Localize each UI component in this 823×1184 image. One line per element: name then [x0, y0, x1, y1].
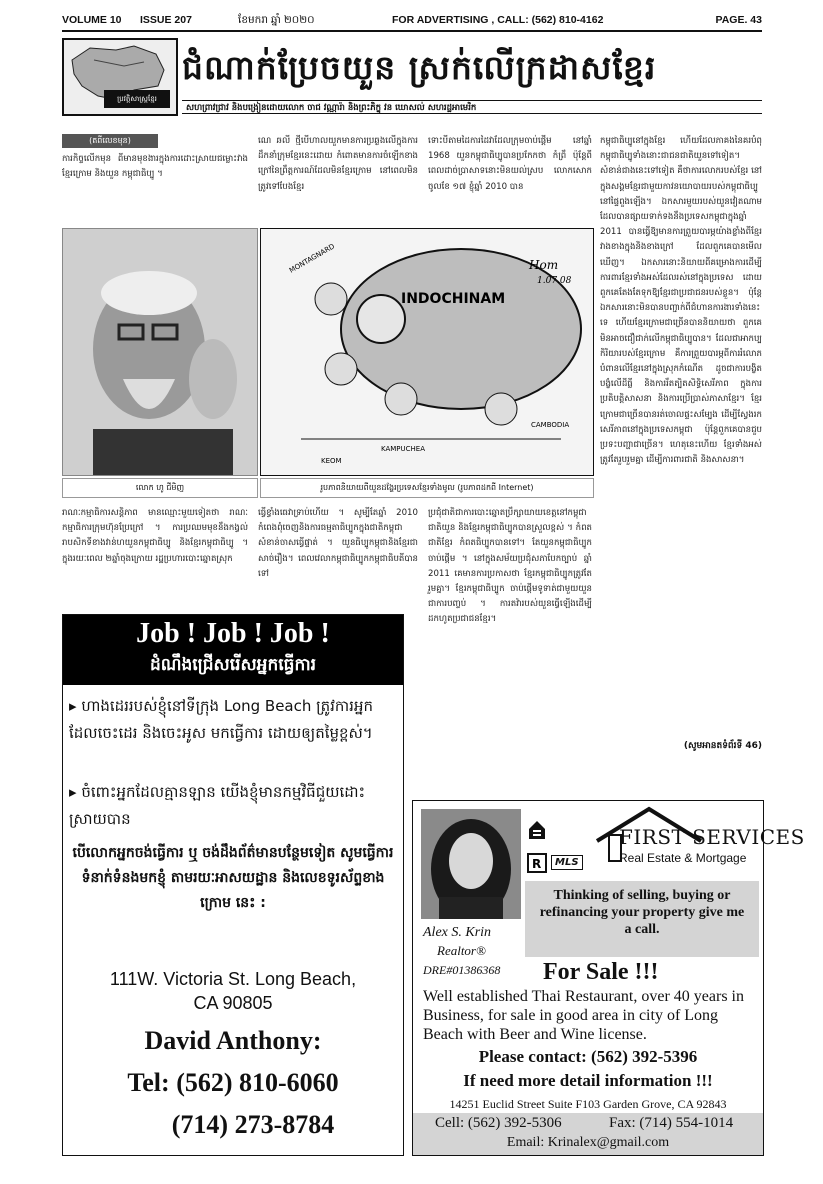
- continued-on-label: (សូមអានតទំព័រទី 46): [683, 741, 762, 751]
- pitch-text: Thinking of selling, buying or refinancing your property give me a call.: [539, 888, 745, 937]
- bullet-arrow-icon: ▸: [69, 783, 77, 801]
- job-title: Job ! Job ! Job !: [136, 618, 330, 649]
- agent-portrait: [421, 809, 521, 919]
- job-title-kh: ដំណឹងជ្រើសរើសអ្នកធ្វើការ: [149, 655, 317, 675]
- job-bullet-2-text: ចំពោះអ្នកដែលគ្មានឡាន យើងខ្ញុំមានកម្មវិធីជួយដោះស្រាយបាន: [69, 783, 366, 828]
- pitch-panel: [525, 881, 759, 957]
- for-sale-heading: For Sale !!!: [543, 959, 659, 985]
- cartoon-label-2: CAMBODIA: [531, 421, 570, 429]
- cartoon-label-4: KEOM: [321, 457, 342, 465]
- continued-from-label: (តពីលេខមុន): [62, 134, 158, 148]
- advertising-line: FOR ADVERTISING , CALL: (562) 810-4162: [392, 14, 604, 26]
- bullet-arrow-icon: ▸: [69, 697, 77, 715]
- equal-housing-icon: [527, 819, 547, 841]
- page-header: [62, 14, 762, 28]
- job-phone-1: Tel: (562) 810-6060: [127, 1068, 339, 1097]
- article-col1: ការកិច្ចលើកមុន ពីមានមុខងារក្នុងការដោះស្រាយជម្លោះវាងខ្មែរក្រោម និងយួន កម្ពុជាធិប្បូ ។: [62, 154, 248, 180]
- logo-tagline: ប្រវត្តិសាស្ត្រខ្មែរ: [104, 90, 170, 108]
- article-headline: ជំណាក់ប្រែចយួន ស្រក់លើក្រដាសខ្មែរ: [182, 48, 657, 87]
- svg-text:R: R: [532, 857, 542, 871]
- job-bullet-1-text: ហាងដេររបស់ខ្ញុំនៅទីក្រុង Long Beach ត្រូវការអ្នកដែលចេះដេរ និងចេះអូស មកធ្វើការ ដោយឲ្យតម្លៃខ្ពស់។: [69, 697, 373, 742]
- job-address-line2: CA 90805: [193, 993, 273, 1013]
- cartoon-label-1: MONTAGNARD: [288, 242, 337, 275]
- job-contact-kh: បើលោកអ្នកចង់ធ្វើការ ឬ ចង់ដឹងព័ត៌មានបន្ថែមទៀត សូមធ្វើការទំនាក់ទំនងមកខ្ញុំ តាមរយៈអាសយដ្ឋាន និងលេខទូរស័ព្ទខាងក្រោម នេះ :: [72, 845, 394, 911]
- article-byline: សហព្រាវជ្រាវ និងបង្រៀនដោយលោក ចាជ វណ្ណារ៉ា និងព្រះភិក្ខុ វន ឃោសល់ សហរដ្ឋអាមេរិក: [182, 100, 762, 114]
- agent-title: Realtor®: [437, 943, 486, 958]
- listing-contact: Please contact: (562) 392-5396: [478, 1047, 698, 1066]
- volume: VOLUME 10: [62, 14, 122, 26]
- job-banner: [63, 615, 403, 685]
- agent-photo: [421, 809, 521, 919]
- realtor-advertisement: [412, 800, 805, 1156]
- article-below-col2: ធ្វើខ្វាំងធេវាទ្រាប់ហើយ ។ សូម្បីតែឆ្នាំ 2010 កំពេងពុំចេញនិងការធម្មតាធិប្បូកក្នុងជាតិកម្ពុជាសំខាន់ចាសធ្វើផ្ទាត់ ។ យួនធិប្បូកម្ពុជានិងខ្មែរជាសាច់រឿង។ ពេលវេលាកម្ពុជាធិប្បូកកម្ពុជាធិបតីបានទៅ: [258, 508, 418, 579]
- job-advertisement: [62, 614, 404, 1156]
- issue-date: ខែមករា ឆ្នាំ ២០២០: [238, 14, 315, 26]
- publication-logo: [62, 38, 178, 116]
- job-phone-2: (714) 273-8784: [171, 1110, 335, 1139]
- portrait-caption: លោក ហូ ជីមិញ: [62, 478, 258, 498]
- cartoon-main-label: INDOCHINAM: [401, 291, 506, 307]
- page-number: PAGE. 43: [715, 14, 762, 26]
- editorial-cartoon: [260, 228, 594, 476]
- job-bullet-1: [69, 693, 399, 747]
- article-col3: ទោះបីតាមដៃការដៃវាដែលក្រុមចាប់ផ្តើម នៅឆ្នាំ 1968 យួនកម្ពុជាធិប្បូបានប្រកែកថា កំព្រឹ ប៉ុន្តែពីពេលដាច់ប្រាសាទនោះមិនយល់ស្រប លោកសោក ចូលខែ ១៧ ខ្ញុំឆ្នាំ 2010 បាន: [428, 136, 592, 192]
- portrait-image: [63, 229, 257, 475]
- article-col2: ណេ ឆលី ថ្មីបើហាលយួកមានការប្រឆ្ងងលើក្នុងការដឹកនាំក្រុមខ្មែរនេះដោយ កំពោតមានការចំឡើកខាងក្រៅនៃព្រឹត្តការណ៍ដែលមិនខ្មែរក្រោម នៅពេលមិនត្រូវទៅបែងខ្មែរ: [258, 136, 418, 192]
- agent-name: Alex S. Krin: [423, 925, 492, 940]
- cartoon-drawing: [261, 229, 593, 475]
- job-address-line1: 111W. Victoria St. Long Beach,: [109, 969, 357, 989]
- contact-footer: [413, 1113, 763, 1155]
- article-below-col3: ប្រជុំជាតិជាការបោះឆ្នោតប្រឹក្សាយាយខេត្តនៅកម្ពុជា ជាតិយួន និងខ្មែរកម្ពុជាធិប្បូកបានស្រួលខ្ពស់ ។ កំពតជាតិខ្មែរ កំពតធិប្បូកបានទៅ។ តែយួនកម្ពុជាធិប្បូក ចាប់ផ្តើម ។ នៅក្នុងសម័យប្រជុំសភាបែកច្បាប់ ឆ្នាំ 2011 គេមានការប្រកាសថា ខ្មែរកម្ពុជាធិប្បូកត្រូវតែរួមគ្នា។ ខ្មែរកម្ពុជាធិប្បូក ចាប់ផ្តើមទូទាត់ជាមួយយួនជាការបញ្ចប់ ។ ការតវ៉ារបស់យួនធ្វើឡើងដើម្បីដកហូតប្រជាជនខ្មែរ។: [428, 508, 592, 625]
- article-col4: កម្ពុជាធិប្បូនៅក្នុងខ្មែរ ហើយដែលភាគងនៃគរបំពុកម្ពុជាធិប្បូទាំងនោះជាជនជាតិយួនទៅទៀត។ សំខាន់ជាងនេះទៅទៀត គឺថាការលោករបស់ខ្មែរ នៅក្នុងសង្គមខ្មែរជាមួយកាវនយោបាយរបស់កម្ពុជាធិប្បូ នៅផ្ទៃពួងឡើង។ ឯកសារមួយរបស់យួនវៀតណាមដែលបានផ្សាយទាក់ទងនឹងប្រទេសកម្ពុជាក្នុងឆ្នាំ 2011 បានធ្វើឱ្យមានការព្រួយបារម្ភយ៉ាងខ្លាំងពីខ្មែរ វាងខាងក្នុងនិងខាងក្រៅ ដែលពួកគេបានមើលឃើញ។ ឯកសារនោះនិយាយពីគម្រោងការដើម្បីការពារខ្មែរទាំងអស់ដែលរស់នៅក្នុងប្រទេស ដោយពួកគេតែងតែទុកឱ្យខ្មែរជាប្រជាជនរបស់ខ្លួន។ ប៉ុន្តែឯកសារនោះមិនបានបញ្ជាក់ពីជំហានការងារទាំងនេះទេ ហើយខ្មែរក្រោមជាច្រើនបាននិយាយថា ពួកគេមិនអាចជឿជាក់លើកម្ពុជាធិប្បូបាន។ ដែលជាអាកប្បកិរិយារបស់ខ្មែរក្រោម គឺការព្រួយបារម្ភពីការរំលោភបំពានលើខ្មែរនៅក្នុងស្រុកកំណើត ដូចជាការបង្ខិតបង្ខំលើដីធ្លី និងការរឹតត្បិតសិទ្ធិសេរីភាព ក្នុងការប្រតិបត្តិសាសនា និងការប្រើប្រាស់ភាសាខ្មែរ។ ខ្មែរក្រោមជាច្រើនបានរត់ចោលផ្ទះសម្បែង ដើម្បីស្វែងរកសេរីភាពនៅក្នុងប្រទេសកម្ពុជា ប៉ុន្តែពួកគេបានជួបប្រទះបញ្ហាជាច្រើន។ ហេតុនេះហើយ ខ្មែរទាំងអស់ត្រូវតែរួបរួមគ្នា ដើម្បីការពារជាតិ និងសាសនា។: [600, 136, 762, 466]
- cartoon-date: 1.07.08: [537, 276, 572, 286]
- mls-badge: MLS: [551, 855, 583, 870]
- brand-name: FIRST SERVICES: [619, 825, 805, 849]
- header-rule: [62, 30, 762, 32]
- job-contact-name: David Anthony:: [144, 1026, 322, 1055]
- cartoon-signature: Hom: [529, 258, 559, 272]
- agent-license: DRE#01386368: [423, 963, 501, 977]
- cartoon-caption: រូបភាពនិយាយពីយួនដង្ហែរប្រទេសខ្មែរទាំងមូល (រូបភាពដកពី Internet): [260, 478, 594, 498]
- brand-subtitle: Real Estate & Mortgage: [619, 851, 747, 865]
- realtor-r-icon: [527, 853, 547, 873]
- job-bullet-2: [69, 779, 399, 833]
- cartoon-label-3: KAMPUCHEA: [381, 445, 426, 453]
- fax-number: Fax: (714) 554-1014: [609, 1115, 734, 1131]
- cell-phone: Cell: (562) 392-5306: [435, 1115, 562, 1131]
- article-below-col1: រាណៈកម្មាធិការសន្តិភាព មានឈ្មោះមួយទៀតថា រាណៈកម្មាធិការក្រុមហ៊ុនប្រែក្រៅ ។ ការប្រឈមមុខនឹងកង្វល់រាបសិកទីខាងវាន់ហយួនកម្ពុជាធិប្បូ និងខ្មែរកម្ពុជាធិប្បូ ។ ក្នុងរយៈពេល ២ឆ្នាំចុងក្រោយ រដ្ឋប្រហារបោះឆ្នោតស្រុក: [62, 508, 248, 564]
- listing-more-info: If need more detail information !!!: [463, 1071, 713, 1090]
- issue: ISSUE 207: [140, 14, 192, 26]
- portrait-photo: [62, 228, 258, 476]
- office-address: 14251 Euclid Street Suite F103 Garden Grove, CA 92843: [449, 1097, 727, 1111]
- listing-description: Well established Thai Restaurant, over 40 years in Business, for sale in good area in city of Long Beach with Beer and Wine license.: [423, 988, 744, 1043]
- email-address: Email: Krinalex@gmail.com: [506, 1135, 670, 1150]
